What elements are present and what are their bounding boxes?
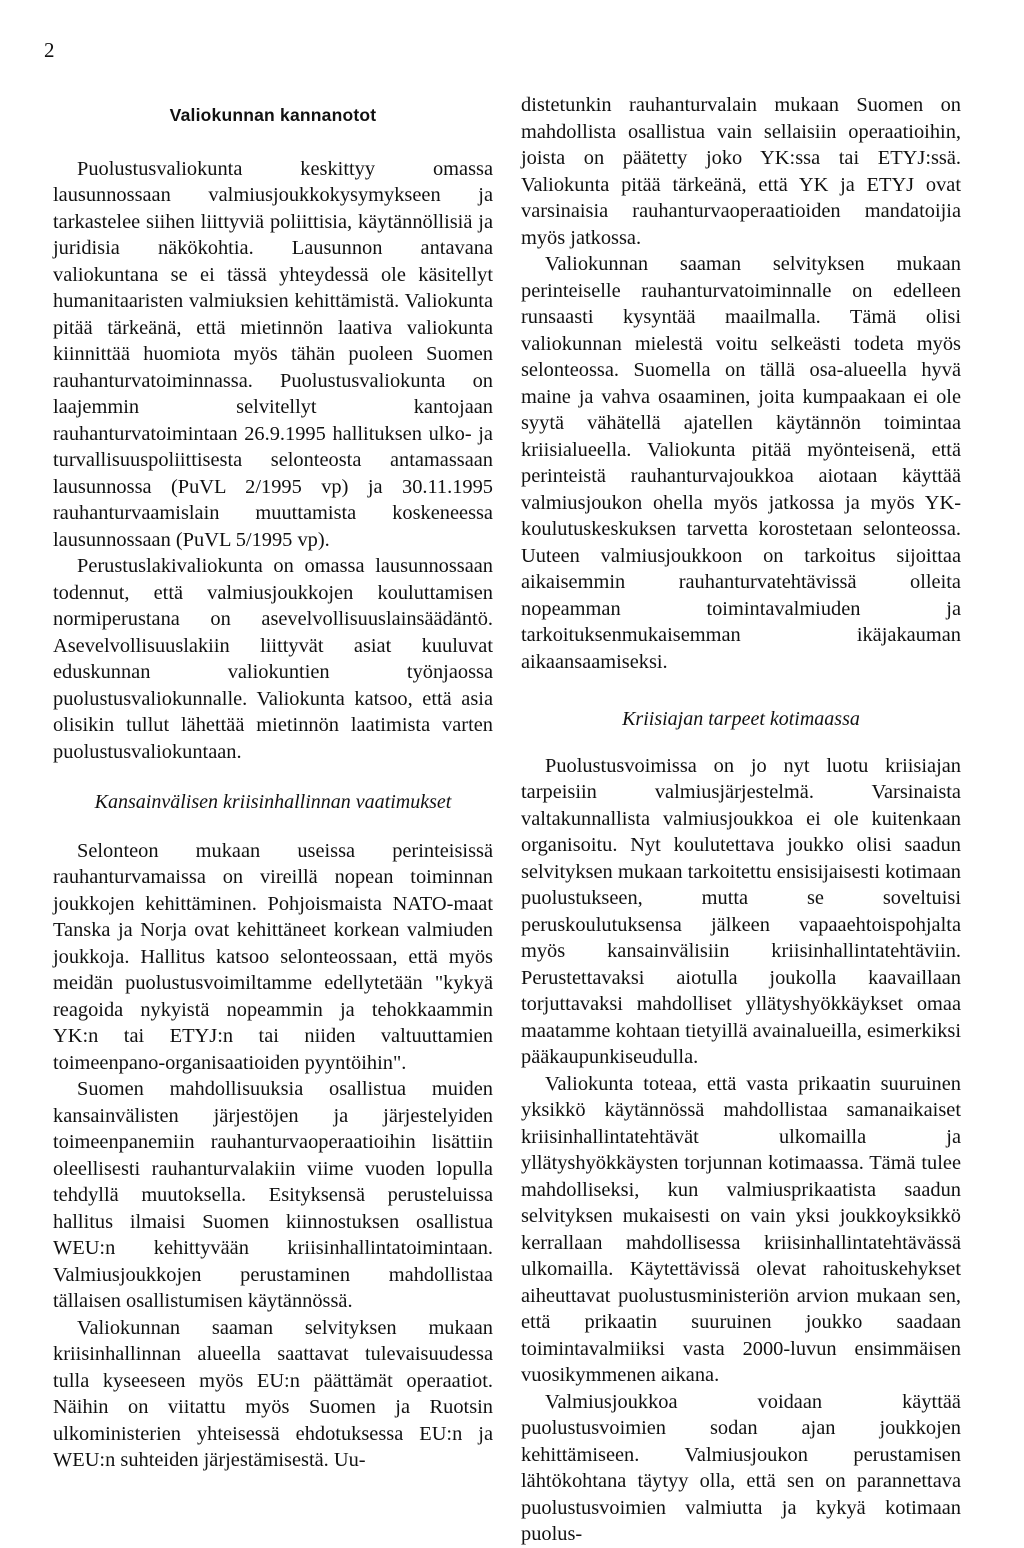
left-column: [53, 92, 493, 1474]
section-heading: Valiokunnan kannanotot: [169, 105, 377, 125]
section-subheading: Kriisiajan tarpeet kotimaassa: [622, 708, 860, 730]
paragraph: Valmiusjoukkoa voidaan käyttää puolustusvoimien sodan ajan joukkojen kehittämiseen. Valmiusjoukon perustamisen lähtökohtana täytyy olla, että sen on parannettava puolustusvoimien valmiutta ja kykyä kotimaan puolus-: [521, 1390, 961, 1545]
paragraph: Puolustusvoimissa on jo nyt luotu kriisiajan tarpeisiin valmiusjärjestelmä. Varsinaista valtakunnallista valmiusjoukkoa ei ole kuitenkaan organisoitu. Nyt koulutettava joukko olisi saadun selvityksen mukaan tarkoitettu ensisijaisesti kotimaan puolustukseen, mutta se soveltuisi peruskoulutuksensa jälkeen vapaaehtoispohjalta myös kansainvälisiin kriisinhallintatehtäviin. Perustettavaksi aiotulla joukolla kaavaillaan torjuttavaksi mahdolliset yllätyshyökkäykset omaa maatamme kohtaan tietyillä avainalueilla, esimerkiksi pääkaupunkiseudulla.: [521, 754, 961, 1068]
section-subheading: Kansainvälisen kriisinhallinnan vaatimukset: [94, 791, 452, 813]
paragraph: distetunkin rauhanturvalain mukaan Suomen on mahdollista osallistua vain sellaisiin operaatioihin, joista on päätetty joko YK:ssa tai ETYJ:ssä. Valiokunta pitää tärkeänä, että YK ja ETYJ ovat varsinaisia rauhanturvaoperaatioiden mandatoijia myös jatkossa.: [521, 94, 961, 249]
paragraph: Valiokunnan saaman selvityksen mukaan perinteiselle rauhanturvatoiminnalle on edelleen runsaasti kysyntää maailmalla. Tämä olisi valiokunnan mielestä voitu selkeästi todeta myös selonteossa. Suomella on tällä osa-alueella hyvä maine ja vahva osaaminen, joita kumpaakaan ei ole syytä vähätellä ajatellen käytännön toimintaa kriisialueella. Valiokunta pitää myönteisenä, että perinteistä rauhanturvajoukkoa aiotaan käyttää valmiusjoukon ohella myös jatkossa ja myös YK-koulutuskeskuksen tarvetta korostetaan selonteossa. Uuteen valmiusjoukkoon on tarkoitus sijoittaa aikaisemmin rauhanturvatehtävissä olleita nopeamman toimintavalmiuden ja tarkoituksenmukaisemman ikäjakauman aikaansaamiseksi.: [521, 253, 961, 673]
paragraph: Suomen mahdollisuuksia osallistua muiden kansainvälisten järjestöjen ja järjestelyiden toimeenpanemiin rauhanturvaoperaatioihin lisättiin oleellisesti rauhanturvalakiin viime vuoden lopulla tehdyllä muutoksella. Esityksensä perusteluissa hallitus ilmaisi Suomen kiinnostuksen osallistua WEU:n kehittyvään kriisinhallintatoimintaan. Valmiusjoukkojen perustaminen mahdollistaa tällaisen osallistumisen käytännössä.: [53, 1078, 493, 1312]
paragraph: Puolustusvaliokunta keskittyy omassa lausunnossaan valmiusjoukkokysymykseen ja tarkastelee siihen liittyviä poliittisia, käytännöllisiä ja juridisia näkökohtia. Lausunnon antavana valiokuntana se ei tässä yhteydessä ole käsitellyt humanitaaristen valmiuksien kehittämistä. Valiokunta pitää tärkeänä, että mietinnön laativa valiokunta kiinnittää huomiota myös tähän puoleen Suomen rauhanturvatoiminnassa. Puolustusvaliokunta on laajemmin selvitellyt kantojaan rauhanturvatoimintaan 26.9.1995 hallituksen ulko- ja turvallisuuspoliittisesta selonteosta antamassaan lausunnossa (PuVL 2/1995 vp) ja 30.11.1995 rauhanturvaamislain muuttamista koskeneessa lausunnossaan (PuVL 5/1995 vp).: [53, 157, 493, 551]
right-column: [521, 92, 961, 1548]
paragraph: Valiokunnan saaman selvityksen mukaan kriisinhallinnan alueella saattavat tulevaisuudessa tulla kyseeseen myös EU:n päättämät operaatiot. Näihin on viitattu myös Suomen ja Ruotsin ulkoministerien yhteisessä ehdotuksessa EU:n ja WEU:n suhteiden järjestämisestä. Uu-: [53, 1316, 493, 1471]
page-number: 2: [44, 38, 55, 62]
paragraph: Selonteon mukaan useissa perinteisissä rauhanturvamaissa on vireillä nopean toiminnan joukkojen kehittäminen. Pohjoismaista NATO-maat Tanska ja Norja ovat kehittäneet korkean valmiuden joukkoja. Hallitus katsoo selonteossaan, että myös meidän puolustusvoimiltamme edellytetään "kykyä reagoida nykyistä nopeammin ja tehokkaammin YK:n tai ETYJ:n tai niiden valtuuttamien toimeenpano-organisaatioiden pyyntöihin".: [53, 839, 493, 1074]
paragraph: Valiokunta toteaa, että vasta prikaatin suuruinen yksikkö käytännössä mahdollistaa samanaikaiset kriisinhallintatehtävät ulkomailla ja yllätyshyökkäysten torjunnan kotimaassa. Tämä tulee mahdolliseksi, kun valmiusprikaatista saadun selvityksen mukaisesti on vain yksi joukkoyksikkö kerrallaan mahdollisessa kriisinhallintatehtävässä ulkomailla. Käytettävissä olevat rahoituskehykset aiheuttavat puolustusministeriön arvion mukaan sen, että prikaatin suuruinen joukko saadaan toimintavalmiiksi vasta 2000-luvun ensimmäisen vuosikymmenen aikana.: [521, 1072, 961, 1386]
paragraph: Perustuslakivaliokunta on omassa lausunnossaan todennut, että valmiusjoukkojen kouluttamisen normiperustana on asevelvollisuuslainsäädäntö. Asevelvollisuuslakiin liittyvät asiat kuuluvat eduskunnan valiokuntien työnjaossa puolustusvaliokunnalle. Valiokunta katsoo, että asia olisikin tullut lähettää mietinnön laatimista varten puolustusvaliokuntaan.: [53, 555, 493, 763]
